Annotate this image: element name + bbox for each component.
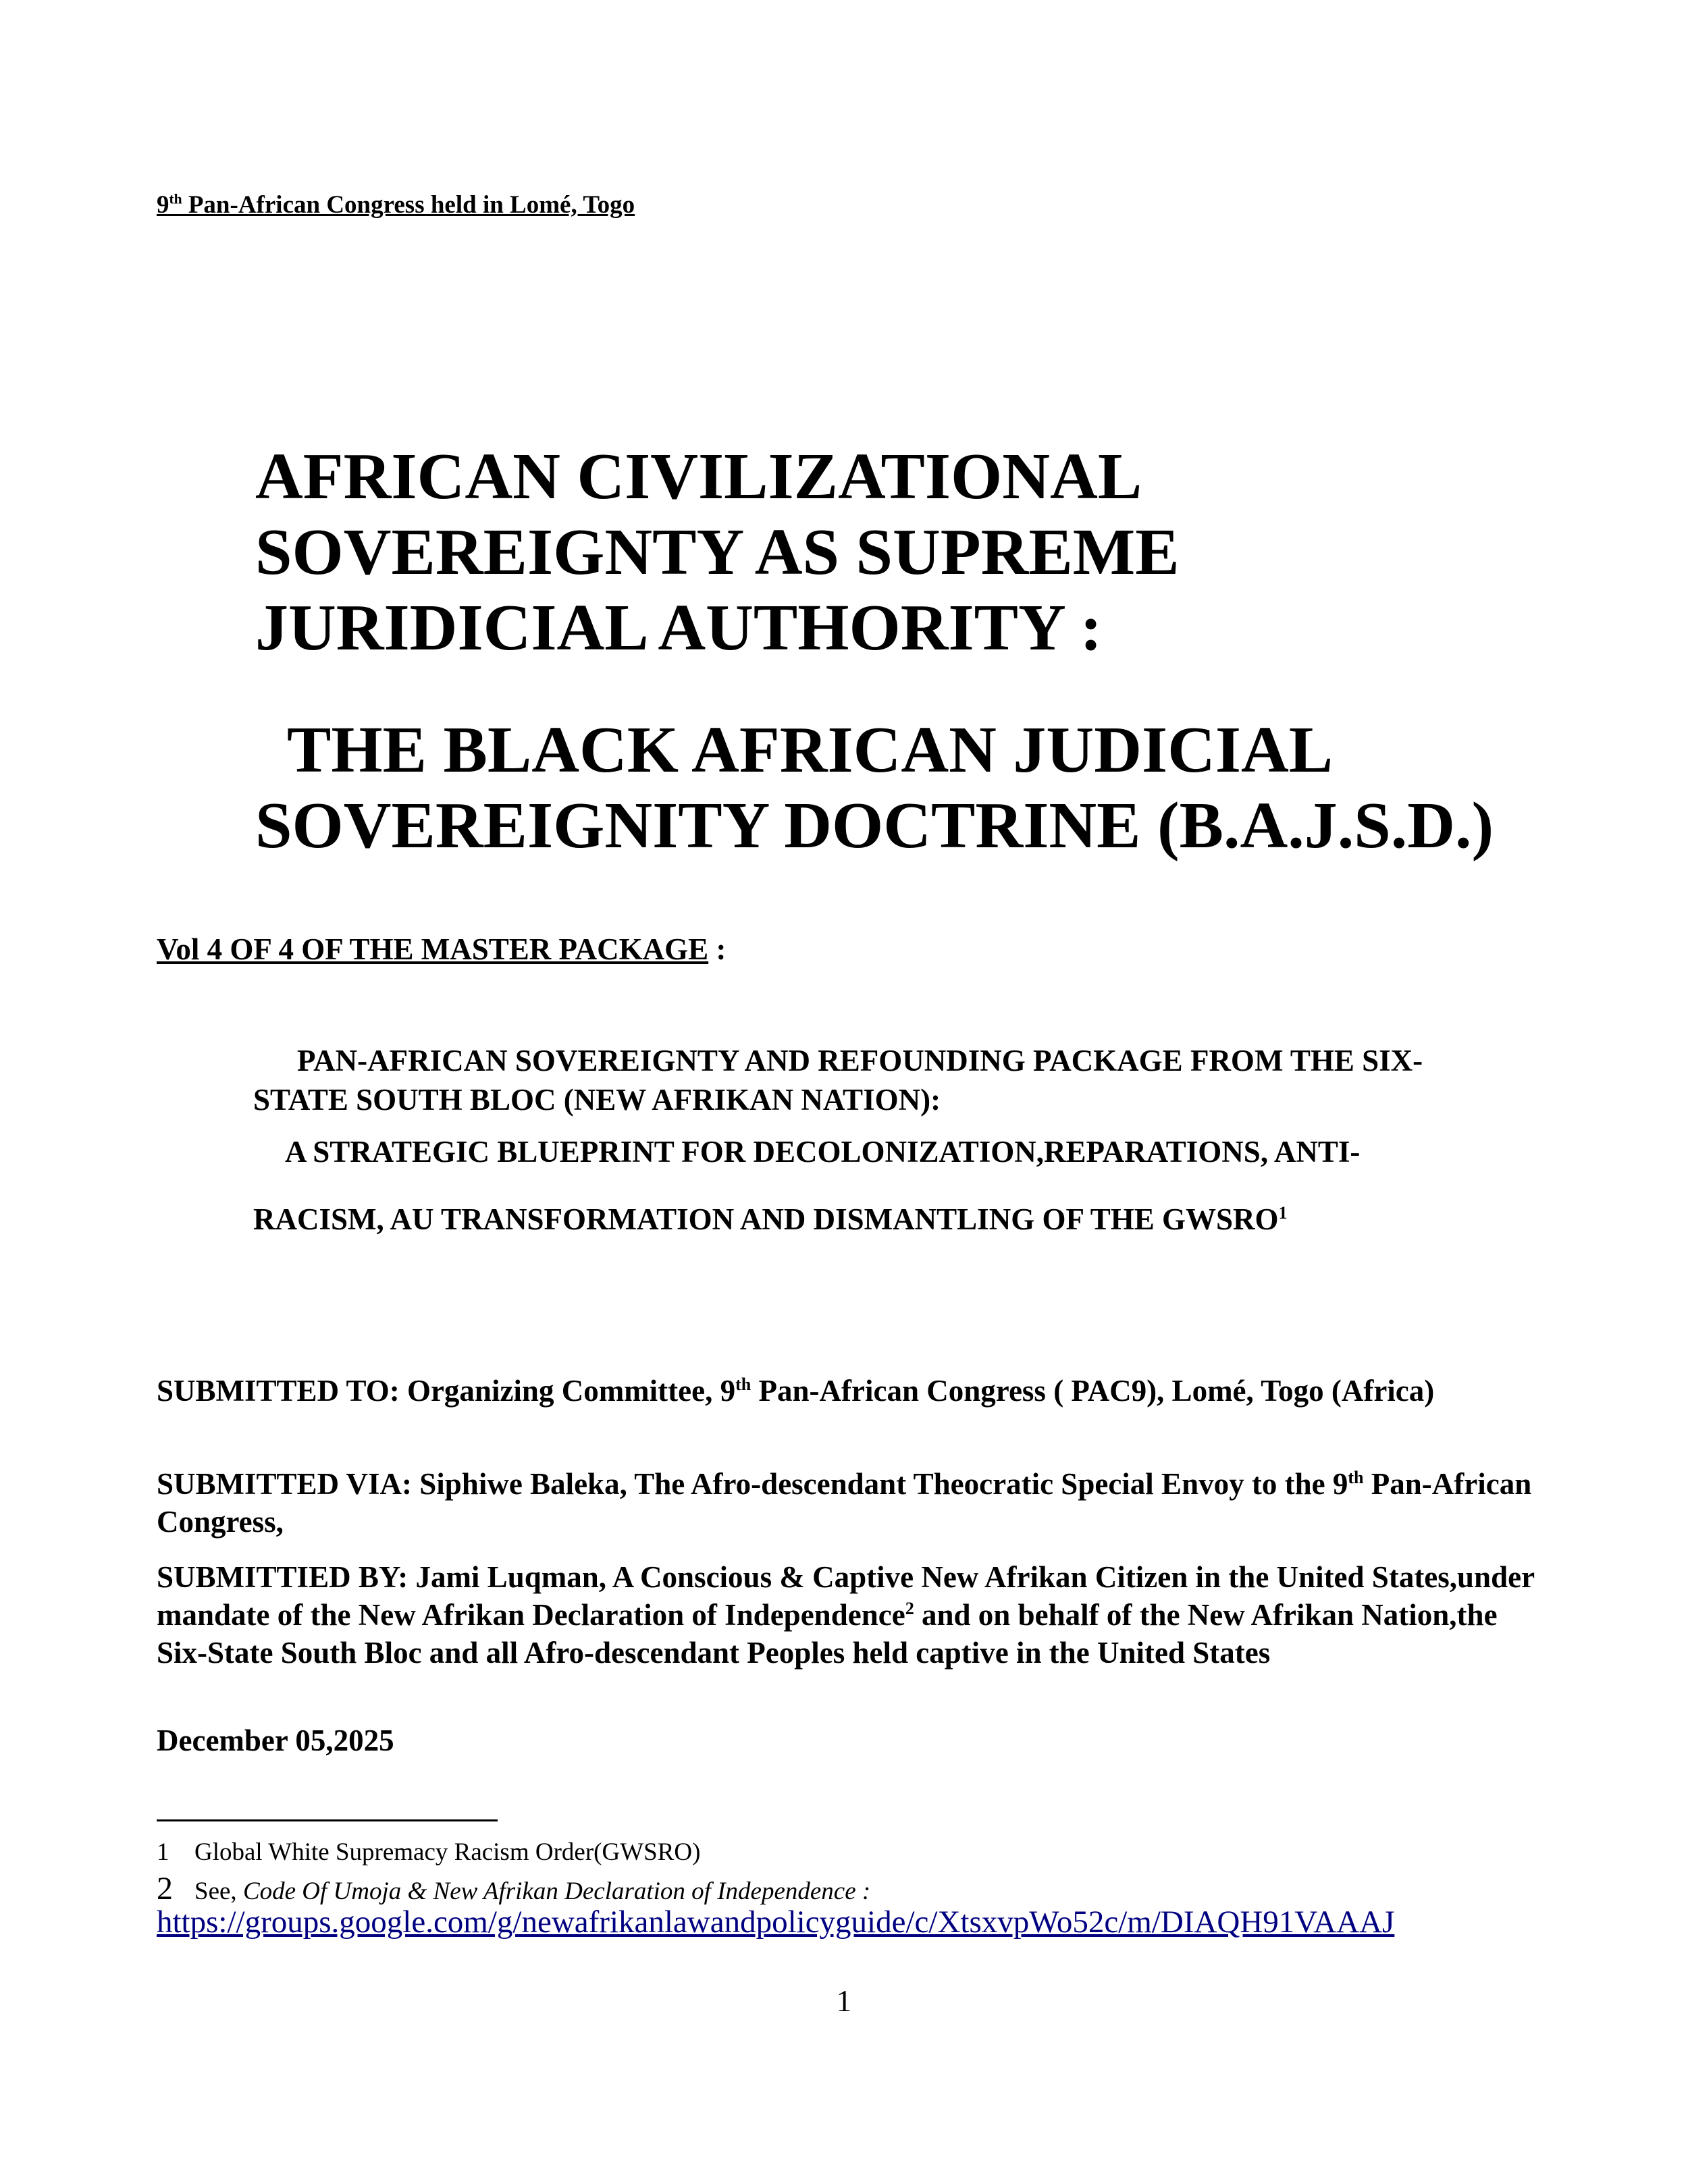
- title-line-1: AFRICAN CIVILIZATIONAL: [255, 440, 1142, 513]
- footnote-2-link[interactable]: https://groups.google.com/g/newafrikanlawandpolicyguide/c/XtsxvpWo52c/m/DIAQH91VAAAJ: [157, 1905, 1395, 1940]
- subtitle-line-2: SOVEREIGNITY DOCTRINE (B.A.J.S.D.): [255, 789, 1494, 862]
- footnote-ref-2: 2: [905, 1599, 914, 1618]
- submitted-by-rest: and on behalf of the New Afrikan Nation,the Six-State South Bloc and all Afro-descendant Peoples held captive in the United States: [157, 1598, 1498, 1670]
- title-line-2: SOVEREIGNTY AS SUPREME: [255, 516, 1180, 589]
- title-line-3: JURIDICIAL AUTHORITY :: [255, 591, 1103, 664]
- footnote-ref-1: 1: [1278, 1203, 1288, 1223]
- footnote-divider: [157, 1819, 498, 1821]
- subtitle-line-1: THE BLACK AFRICAN JUDICIAL: [287, 714, 1334, 787]
- volume-line: [157, 932, 726, 967]
- volume-suffix: :: [708, 932, 727, 966]
- footnote-1-number: 1: [157, 1838, 169, 1866]
- submitted-via: [157, 1465, 1548, 1541]
- conference-header: [157, 190, 635, 219]
- submitted-to-text: SUBMITTED TO: Organizing Committee, 9: [157, 1374, 736, 1408]
- header-text: Pan-African Congress held in Lomé, Togo: [182, 191, 635, 219]
- footnote-1-text: Global White Supremacy Racism Order(GWSRO): [194, 1838, 701, 1866]
- footnote-2-number: 2: [157, 1871, 173, 1907]
- package-line-4-text: RACISM, AU TRANSFORMATION AND DISMANTLING OF THE GWSRO: [253, 1202, 1279, 1236]
- header-ordinal-number: 9: [157, 191, 169, 219]
- package-line-3: A STRATEGIC BLUEPRINT FOR DECOLONIZATION,REPARATIONS, ANTI-: [285, 1135, 1361, 1169]
- footnote-2: [157, 1870, 870, 1907]
- package-line-1: PAN-AFRICAN SOVEREIGNTY AND REFOUNDING PACKAGE FROM THE SIX-: [297, 1044, 1423, 1077]
- submitted-by: [157, 1558, 1548, 1672]
- submitted-via-rest: Pan-African Congress,: [157, 1467, 1532, 1539]
- footnote-2-title: Code Of Umoja & New Afrikan Declaration of Independence :: [242, 1877, 871, 1905]
- submitted-to-rest: Pan-African Congress ( PAC9), Lomé, Togo (Africa): [751, 1374, 1435, 1408]
- submitted-to: [157, 1372, 1548, 1410]
- submitted-via-text: SUBMITTED VIA: Siphiwe Baleka, The Afro-descendant Theocratic Special Envoy to the 9: [157, 1467, 1348, 1501]
- package-line-4: [253, 1202, 1288, 1237]
- submitted-via-ordinal: th: [1348, 1468, 1364, 1487]
- page-number: 1: [836, 1984, 852, 2018]
- footnote-2-prefix: See,: [194, 1877, 243, 1905]
- package-line-2: STATE SOUTH BLOC (NEW AFRIKAN NATION):: [253, 1083, 941, 1117]
- volume-label: Vol 4 OF 4 OF THE MASTER PACKAGE: [157, 932, 709, 966]
- footnote-1: [157, 1838, 700, 1867]
- submitted-by-text: SUBMITTIED BY: Jami Luqman, A Conscious & Captive New Afrikan Citizen in the United States,under mandate of the New Afrikan Declaration of Independence: [157, 1560, 1535, 1632]
- submitted-to-ordinal: th: [735, 1375, 751, 1394]
- header-ordinal-suffix: th: [169, 190, 182, 207]
- submission-date: December 05,2025: [157, 1724, 394, 1757]
